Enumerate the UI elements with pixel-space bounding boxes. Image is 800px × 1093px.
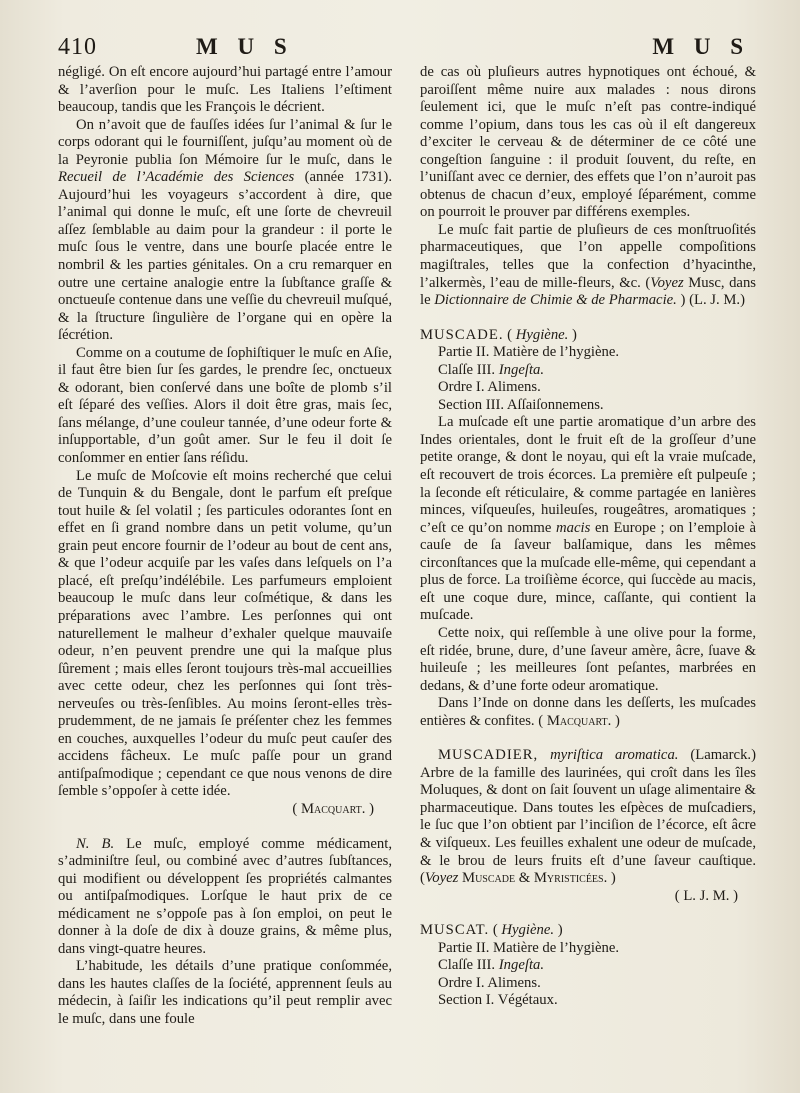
entry-heading-muscat: MUSCAT. ( Hygiène. ) (420, 922, 563, 939)
text-run: La muſcade eſt une partie aromatique d’un arbre des Indes orientales, dont le fruit eſt de la groſſeur d’une petite orange, & dont le noyau, qui eſt la vraie muſcade, eſt recouvert de trois écorces. La première eſt pulpeuſe ; la ſeconde eſt réticulaire, & comme partagée en lanières minces, viſqueuſes, huileuſes, rougeâtres, aromatiques ; c’eſt ce qu’on nomme (420, 414, 756, 536)
paragraph: négligé. On eſt encore aujourd’hui partagé entre l’amour & l’averſion pour le muſc. Les Italiens l’eſtiment beaucoup, tandis que les François le décrient. (58, 64, 392, 116)
classification-line (420, 957, 756, 975)
text-run: Claſſe III. (438, 361, 499, 378)
spacer (58, 819, 392, 836)
classification-line: Ordre I. Alimens. (438, 379, 541, 396)
classification-line: Partie II. Matière de l’hygiène. (438, 939, 620, 956)
text-run: ) (L. J. M.) (676, 292, 745, 309)
italic-term: macis (556, 519, 591, 536)
spacer (420, 310, 756, 327)
italic-term: Ingeſta. (498, 957, 545, 974)
author-signature: ( L. J. M. ) (674, 887, 738, 904)
voyez-ref: Voyez (650, 274, 684, 291)
text-run: ) (611, 712, 620, 729)
italic-term: Ingeſta. (498, 361, 545, 378)
entry-title: MUSCADIER, (438, 747, 539, 764)
paragraph: de cas où pluſieurs autres hypnotiques ont échoué, & paroiſſent même nuire aux malades : nous dirons ſeulement ici, que le muſc n’eſt pas contre-indiqué comme l’opium, dans tous les cas où il eſt dangereux d’exciter le cerveau & de déterminer de ce côté une congeſtion ſanguine : il produit ſouvent, du reſte, en l’uniſſant avec ce dernier, des effets que l’on n’auroit pas obtenus de chacun d’eux, employé ſéparément, comme on pourroit le prouver par différens exemples. (420, 64, 756, 221)
author-signature: ( Macquart. ) (292, 800, 374, 817)
nota-bene-paragraph (58, 836, 392, 959)
cross-reference: Muscade & Myristicées. ) (458, 870, 616, 887)
running-header (58, 34, 774, 64)
entry-title: MUSCADE. (420, 326, 504, 343)
text-run: Le muſc, employé comme médicament, s’adminiſtre ſeul, ou combiné avec d’autres ſubſtances, qui modifient ou développent ſes propriétés calmantes ou antiſpaſmodiques. Lorſque le haut prix de ce médicament ne s’oppoſe pas à ſon emploi, on peut le donner à la doſe de dix à douze grains, & même plus, dans vingt-quatre heures. (58, 835, 392, 957)
paragraph (420, 222, 756, 310)
text-run: Claſſe III. (438, 957, 499, 974)
entry-subject: Hygiène. (515, 326, 569, 343)
text-run: On n’avoit que de fauſſes idées ſur l’animal & ſur le corps odorant qui le fourniſſent, juſqu’au moment où de la Peyronie publia ſon Mémoire ſur le muſc, dans le (58, 116, 392, 168)
right-column (420, 64, 756, 1079)
spacer (420, 730, 756, 747)
paragraph (58, 117, 392, 345)
entry-title: MUSCAT. (420, 922, 490, 939)
entry-muscadier (420, 747, 756, 887)
classification-line: Partie II. Matière de l’hygiène. (438, 344, 620, 361)
entry-subject: Hygiène. (501, 922, 555, 939)
classification-line: Ordre I. Alimens. (438, 974, 541, 991)
dictionary-ref: Dictionnaire de Chimie & de Pharmacie. (434, 292, 677, 309)
spacer (420, 905, 756, 922)
text-run: (année 1731). Aujourd’hui les voyageurs s’accordent à dire, que l’animal qui donne le muſc, eſt une ſorte de chevreuil aſſez ſemblable au daim pour la grandeur : il porte le muſc ſous le ventre, dans une bourſe placée entre le nombril & les parties génitales. On a cru remarquer en outre une certaine analogie entre la ſubſtance graſſe & onctueuſe contenue dans une veſſie du chevreuil muſqué, & la ſtructure ſingulière de l’organe qui en opère la ſécrétion. (58, 169, 392, 344)
text-run: Musc, dans le (420, 274, 756, 309)
paragraph: Comme on a coutume de ſophiſtiquer le muſc en Aſie, il faut être bien ſur ſes gardes, le prendre ſec, onctueux & odorant, bien conſervé dans une boîte de plomb s’il eſt ſéparé des veſſies. Alors il doit être gras, mais ſec, ſans mélange, d’une couleur tannée, d’une odeur forte & inſupportable, d’un goût amer. Sur le feu il doit ſe conſommer en entier ſans réſidu. (58, 344, 392, 467)
text-run: Dans l’Inde on donne dans les deſſerts, les muſcades entières & confites. ( (420, 695, 756, 729)
author-signature: Macquart. (546, 712, 612, 729)
text-run: Le muſc fait partie de pluſieurs de ces monſtruoſités pharmaceutiques, que l’on appelle compoſitions magiſtrales, telles que la confection d’hyacinthe, l’alkermès, l’eau de mille-fleurs, &c. ( (420, 221, 756, 291)
text-run: en Europe ; on l’emploie à cauſe de ſa ſaveur balſamique, dans les mêmes circonſtances que la muſcade elle-même, qui cependant a plus de force. La troiſième écorce, qui ſuccède au macis, eſt une coque dure, mince, caſſante, qui contient la muſcade. (420, 519, 756, 624)
classification-line: Section I. Végétaux. (438, 992, 558, 1009)
right-running-head: M U S (652, 34, 750, 59)
latin-name: myriſtica aromatica. (550, 747, 679, 764)
paragraph (420, 695, 756, 730)
text-run: (Lamarck.) Arbre de la famille des laurinées, qui croît dans les îles Moluques, & dont on ſait ſouvent un uſage alimentaire & pharmaceutique. Dans toutes les eſpèces de muſcadiers, le ſuc que l’on obtient par l’inciſion de l’écorce, eſt âcre & viſqueux. Les feuilles exhalent une odeur de muſcade, & le brou de leurs fruits eſt d’une ſaveur cauſtique. ( (420, 747, 756, 887)
left-column (58, 64, 392, 1079)
paragraph: L’habitude, les détails d’une pratique conſommée, dans les hautes claſſes de la ſociété, apprennent ſeuls au médecin, à ſaiſir les indications qu’il peut remplir avec le muſc, dans une foule (58, 958, 392, 1027)
paragraph (420, 414, 756, 625)
italic-title: Recueil de l’Académie des Sciences (58, 169, 295, 186)
entry-heading-muscade: MUSCADE. ( Hygiène. ) (420, 326, 577, 343)
paragraph: Cette noix, qui reſſemble à une olive pour la forme, eſt ridée, brune, dure, d’une ſaveur amère, âcre, ſuave & huileuſe ; les meilleures ſont peſantes, marbrées en dedans, & d’une forte odeur aromatique. (420, 624, 756, 694)
classification-line (420, 362, 756, 380)
classification-line: Section III. Aſſaiſonnemens. (438, 396, 604, 413)
paragraph: Le muſc de Moſcovie eſt moins recherché que celui de Tunquin & du Bengale, dont le parfum eſt preſque tout huile & ſel volatil ; ſes particules odorantes ſont en effet en ſi grand nombre dans un petit volume, qu’un grain peut encore fournir de l’odeur au bout de cent ans, & que l’odeur acquiſe par les vaſes dans leſquels on l’a placé, eſt preſqu’indélébile. Les parfumeurs emploient beaucoup le muſc dans leur coſmétique, & dans les préparations avec l’ambre. Les perſonnes qui ont naturellement le malheur d’exhaler quelque mauvaiſe odeur, n’en peuvent prendre une qui la maſque plus ſûrement ; mais elles ſeront toujours très-mal accueillies avec cette odeur, chez les perſonnes qui ſont très-nerveuſes ou très-ſenſibles. Au moins ſeront-elles très-prudemment, de ne jamais ſe préſenter chez les femmes en couches, auxquelles l’odeur du muſc peut cauſer des accidens fâcheux. Le muſc paſſe pour un grand antiſpaſmodique ; cependant ce que nous venons de dire ſemble s’oppoſer à cette idée. (58, 467, 392, 800)
page-number: 410 (58, 34, 97, 60)
left-running-head: M U S (196, 34, 294, 59)
voyez-ref: Voyez (424, 870, 459, 887)
nb-label: N. B. (76, 835, 115, 852)
